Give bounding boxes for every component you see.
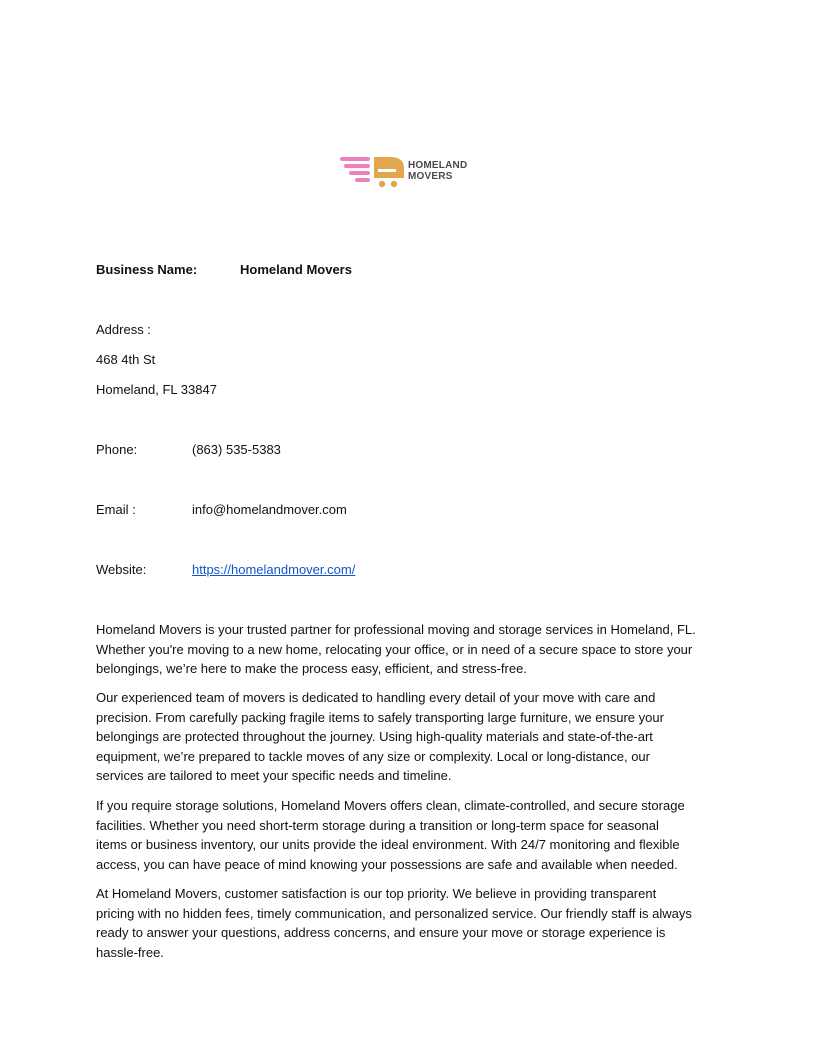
website-label: Website:	[96, 562, 147, 577]
paragraph-line: equipment, we’re prepared to tackle moves of any size or complexity. Local or long-distance, our	[96, 748, 650, 764]
company-logo	[340, 154, 475, 190]
paragraph-line: At Homeland Movers, customer satisfaction is our top priority. We believe in providing transparent	[96, 886, 657, 901]
logo-line1: HOMELAND	[408, 160, 468, 171]
paragraph-line: Our experienced team of movers is dedicated to handling every detail of your move with care and	[96, 690, 656, 705]
paragraph-line: ready to answer your questions, address concerns, and ensure your move or storage experience is	[96, 925, 666, 940]
phone-value: (863) 535-5383	[192, 442, 281, 457]
address-line1: 468 4th St	[96, 352, 156, 367]
website-link[interactable]: https://homelandmover.com/	[192, 562, 356, 577]
phone-label: Phone:	[96, 442, 138, 457]
email-value: info@homelandmover.com	[192, 502, 347, 517]
paragraph-team	[96, 688, 736, 786]
logo-line2: MOVERS	[408, 171, 453, 182]
paragraph-line: Whether you're moving to a new home, relocating your office, or in need of a secure space to store your	[96, 641, 693, 657]
logo-wordmark	[408, 160, 467, 182]
paragraph-line: belongings are protected throughout the journey. Using high-quality materials and state-of-the-art	[96, 729, 653, 744]
paragraph-line: If you require storage solutions, Homeland Movers offers clean, climate-controlled, and secure storage	[96, 798, 685, 813]
paragraph-line: services are tailored to meet your specific needs and timeline.	[96, 768, 452, 783]
paragraph-line: Homeland Movers is your trusted partner for professional moving and storage services in Homeland, FL.	[96, 622, 696, 637]
paragraph-line: precision. From carefully packing fragile items to safely transporting large furniture, we ensure your	[96, 709, 664, 725]
business-name-value: Homeland Movers	[240, 262, 352, 277]
paragraph-line: belongings, we’re here to make the process easy, efficient, and stress-free.	[96, 661, 527, 676]
paragraph-line: items or business inventory, our units provide the ideal environment. With 24/7 monitoring and flexible	[96, 837, 680, 852]
paragraph-line: facilities. Whether you need short-term storage during a transition or long-term space for seasonal	[96, 817, 659, 833]
paragraph-line: hassle-free.	[96, 944, 164, 960]
address-line2: Homeland, FL 33847	[96, 382, 217, 397]
paragraph-satisfaction	[96, 884, 736, 962]
business-name-label: Business Name:	[96, 262, 198, 277]
paragraph-intro	[96, 620, 736, 679]
address-label: Address :	[96, 322, 151, 337]
paragraph-line: pricing with no hidden fees, timely communication, and personalized service. Our friendly staff is always	[96, 905, 692, 921]
paragraph-storage	[96, 796, 736, 874]
paragraph-line: access, you can have peace of mind knowing your possessions are safe and available when needed.	[96, 856, 678, 872]
moving-truck-logo-icon	[340, 154, 404, 188]
email-label: Email :	[96, 502, 136, 517]
